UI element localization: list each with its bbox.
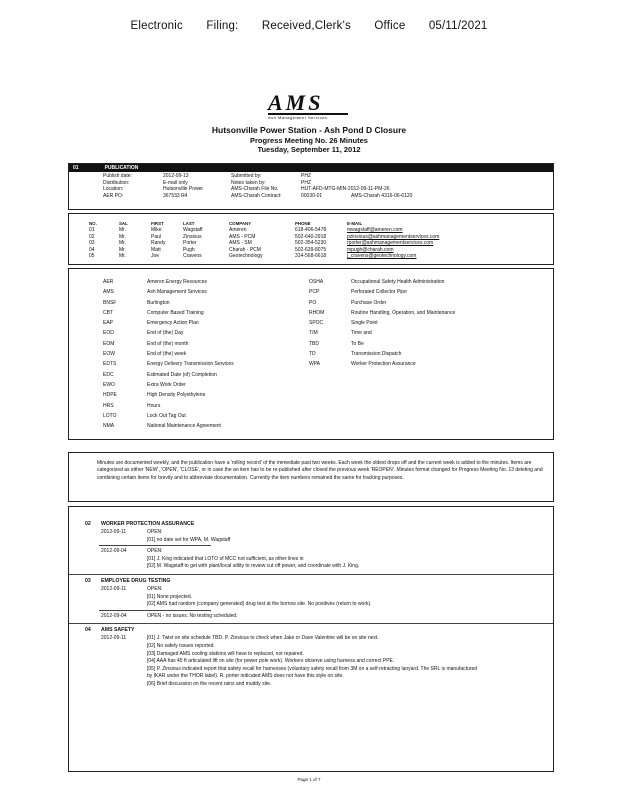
attendee-col-header: NO. xyxy=(89,221,97,226)
attendee-email: mpugh@charah.com xyxy=(347,246,394,253)
acronym-meaning: Ash Management Services xyxy=(147,289,207,296)
attendee-cell: Mr. xyxy=(119,233,126,240)
attendee-cell: Zinsious xyxy=(183,233,202,240)
acronym-row xyxy=(69,328,553,338)
item-divider xyxy=(69,574,553,575)
entry-line: [01] J. Twist on site schedule TBD. P. Zinsious to check when Jake or Dave Valentine will be on site next. xyxy=(147,635,379,642)
pub-value: PHZ xyxy=(301,173,311,179)
acronym-code: NMA xyxy=(103,423,115,430)
attendee-cell: Mr. xyxy=(119,253,126,260)
item-header xyxy=(69,521,553,529)
entry-line: [03] Damaged AMS cooling stations will have to replaced, not repaired. xyxy=(147,650,304,657)
entry-line: [01] J. King indicated that LOTO of MCC not sufficient, as other lines in xyxy=(147,555,304,562)
attendee-email: mwagstaff@ameren.com xyxy=(347,227,403,233)
acronym-code: EWO xyxy=(103,381,115,388)
pub-value: E-mail only xyxy=(163,179,188,186)
attendee-col-header: LAST xyxy=(183,221,195,226)
acronym-meaning: To Be xyxy=(351,340,364,347)
entry-line: [02] M. Wagstaff to get with plant/local utility to review cut off power, and coordinate with J. King. xyxy=(147,563,360,570)
entry-body xyxy=(147,548,553,571)
pub-label: AMS-Charah Contract: xyxy=(231,192,282,199)
entry-divider xyxy=(99,545,211,546)
attendee-cell: AMS - PCM xyxy=(229,233,256,240)
acronym-code: AMS xyxy=(103,289,114,296)
attendees-section xyxy=(68,213,554,265)
item-divider xyxy=(69,623,553,624)
entry-body xyxy=(147,529,553,544)
publication-row xyxy=(69,186,553,193)
doc-date: Tuesday, September 11, 2012 xyxy=(257,145,361,154)
acronym-row xyxy=(69,421,553,431)
acronym-meaning: Worker Protection Assurance xyxy=(351,361,416,368)
entry-date: 2012-09-04 xyxy=(101,612,127,619)
attendee-cell: Porter xyxy=(183,240,197,247)
attendee-cell: 618-406-5478 xyxy=(295,227,327,233)
item-title: AMS SAFETY xyxy=(101,627,135,634)
ams-logo xyxy=(268,90,348,120)
item-entry xyxy=(69,613,553,621)
publication-num: 01 xyxy=(73,165,79,171)
pub-label: Publish date: xyxy=(103,173,132,179)
acronym-meaning: Burlington xyxy=(147,299,170,306)
acronym-code: LOTO xyxy=(103,412,117,419)
pub-label: Notes taken by: xyxy=(231,179,266,186)
attendee-email: rporter@ashmanagementservices.com xyxy=(347,240,434,247)
acronym-code: PCP xyxy=(309,289,320,296)
item-title: EMPLOYEE DRUG TESTING xyxy=(101,577,171,584)
attendee-col-header: SAL xyxy=(119,221,128,226)
attendee-cell: AMS - SM xyxy=(229,240,252,247)
acronyms-list xyxy=(69,269,553,431)
acronym-code: TBD xyxy=(309,340,319,347)
attendee-cell: 03 xyxy=(89,240,95,247)
acronym-row xyxy=(69,277,553,287)
attendee-cell: 502-639-8075 xyxy=(295,246,327,253)
attendee-cell: Randy xyxy=(151,240,166,247)
entry-date: 2012-09-11 xyxy=(101,529,127,535)
pub-value: Hutsonville Power xyxy=(163,186,204,193)
page-number: Page 1 of 7 xyxy=(297,777,321,782)
attendee-cell: 314-568-6618 xyxy=(295,253,327,260)
acronym-row xyxy=(69,359,553,369)
item-entry xyxy=(69,635,553,688)
item-title: WORKER PROTECTION ASSURANCE xyxy=(101,521,195,527)
attendee-email: pzinsious@ashmanagementservices.com xyxy=(347,233,440,240)
acronym-code: WPA xyxy=(309,361,321,368)
acronym-row xyxy=(69,370,553,380)
acronym-meaning: End of (the) Day xyxy=(147,330,184,337)
notes-text: Minutes are documented weekly, and the publication have a 'rolling record' of the immediate past two weeks. Each week the oldest drops off and the current week is added to the minutes. Items are categorized as either 'NEW', 'OPEN', 'CLOSE', or in case the an item has to be re-published after closed the previous week 'REOPEN'. Minutes format changed for Progress Meeting No. 13 deleting and combining certain items for brevity and to abbreviate documentation. Currently the item numbers remained the same for tracking purposes. xyxy=(97,460,543,481)
attendee-cell: 02 xyxy=(89,233,95,240)
pub-value: 00030-01 xyxy=(301,192,323,199)
attendee-row xyxy=(69,227,553,234)
acronym-meaning: Occupational Safety Health Administration xyxy=(351,279,445,285)
entry-line: by IKAR under the THOR label). R. porter indicated AMS does not have this style on site. xyxy=(147,673,344,680)
entry-date: 2012-09-11 xyxy=(101,585,127,592)
item-header xyxy=(69,627,553,635)
attendee-col-header: COMPANY xyxy=(229,221,252,226)
item-entry xyxy=(69,586,553,609)
publication-row xyxy=(69,180,553,187)
attendee-cell: 502-640-2918 xyxy=(295,233,327,240)
pub-value: HUT-AFD-MTG-MIN-2012-09-11-PM-26 xyxy=(301,186,390,193)
filing-stamp-header xyxy=(0,20,618,32)
entry-line: [04] AAA has 45 ft articulated lift on site (for power pole work). Workers observe using harness and correct PPE. xyxy=(147,658,395,665)
attendee-cell: Mr. xyxy=(119,240,126,247)
attendees-table xyxy=(69,221,553,260)
acronyms-section xyxy=(68,268,554,440)
acronym-row xyxy=(69,411,553,421)
acronym-code: HRS xyxy=(103,402,114,409)
acronym-meaning: Emergency Action Plan xyxy=(147,320,199,327)
item-entry xyxy=(69,529,553,544)
pub-label: Distribution: xyxy=(103,179,130,186)
entry-line: [05] P. Zinsious indicated report that safety recall for harnesses (voluntary safety recall from 3M on a self-retracting lanyard. The SRL is manufactured xyxy=(147,665,478,672)
acronym-row xyxy=(69,318,553,328)
entry-date: 2012-09-11 xyxy=(101,635,127,642)
entry-date: 2012-09-04 xyxy=(101,548,127,555)
entry-divider xyxy=(99,610,211,611)
filing-date: 05/11/2021 xyxy=(428,20,488,32)
pub-label: Location: xyxy=(103,186,124,193)
attendee-row xyxy=(69,234,553,241)
acronym-meaning: Energy Delivery Transmission Services xyxy=(147,361,234,368)
acronym-meaning: Perforated Collector Pipe xyxy=(351,289,407,296)
acronym-meaning: End of (the) week xyxy=(147,351,187,358)
acronym-code: PO xyxy=(309,299,317,306)
acronym-meaning: Time and xyxy=(351,330,372,337)
attendee-cell: Joe xyxy=(151,253,160,260)
item-entry xyxy=(69,548,553,571)
acronym-code: EOM xyxy=(103,340,115,347)
acronym-row xyxy=(69,380,553,390)
acronym-code: EDTS xyxy=(103,361,117,368)
pub-value: PHZ xyxy=(301,179,311,186)
notes-section xyxy=(68,452,554,502)
attendee-cell: Pugh xyxy=(183,246,195,253)
attendee-row xyxy=(69,247,553,254)
acronym-meaning: Hours xyxy=(147,402,161,409)
acronym-code: T/M xyxy=(309,330,318,337)
entry-status: OPEN: xyxy=(147,548,163,555)
item-number: 04 xyxy=(85,627,91,634)
acronym-code: EOW xyxy=(103,351,115,358)
pub-label: Submitted by: xyxy=(231,173,262,179)
acronym-row xyxy=(69,298,553,308)
attendee-row xyxy=(69,253,553,260)
acronym-meaning: Estimated Date (of) Completion xyxy=(147,371,217,378)
entry-line: [02] AMS had random (company generated) drug test at the borrow site. No positives (return to work). xyxy=(147,601,372,608)
acronym-code: TD xyxy=(309,351,316,358)
entry-line: [01] None projected. xyxy=(147,593,193,600)
acronym-code: EOD xyxy=(103,330,114,337)
acronym-code: BNSF xyxy=(103,299,117,306)
filing-word-received: Received,Clerk's xyxy=(261,20,351,32)
attendee-row xyxy=(69,240,553,247)
logo-mark: AMS xyxy=(268,90,324,115)
acronym-code: RHOM xyxy=(309,309,325,316)
item-number: 02 xyxy=(85,521,91,527)
acronym-code: OSHA xyxy=(309,279,324,285)
attendee-cell: Charah - PCM xyxy=(229,246,261,253)
publication-row xyxy=(69,173,553,180)
acronym-row xyxy=(69,349,553,359)
attendee-cell: Cravens xyxy=(183,253,202,260)
pub-value: 2012-09-13 xyxy=(163,173,189,179)
attendee-col-header: FIRST xyxy=(151,221,164,226)
acronym-row xyxy=(69,287,553,297)
acronym-meaning: End of (the) month xyxy=(147,340,189,347)
attendee-cell: 502-354-5230 xyxy=(295,240,327,247)
acronym-row xyxy=(69,339,553,349)
attendee-cell: Matt xyxy=(151,246,161,253)
pub-value: 367533 R4 xyxy=(163,192,188,199)
attendee-cell: Ameren xyxy=(229,227,247,233)
attendee-cell: Mr. xyxy=(119,227,126,233)
entry-body xyxy=(147,613,553,621)
acronym-meaning: Computer Based Training xyxy=(147,309,204,316)
entry-body xyxy=(147,635,553,688)
publication-body xyxy=(69,172,553,199)
items-section xyxy=(68,506,554,772)
item-number: 03 xyxy=(85,577,91,584)
attendee-col-header: PHONE xyxy=(295,221,311,226)
entry-body xyxy=(147,586,553,609)
filing-word-office: Office xyxy=(374,20,406,32)
acronym-code: AER xyxy=(103,279,114,285)
attendee-col-header: E-MAIL xyxy=(347,221,363,226)
attendee-cell: Geotechnology xyxy=(229,253,263,260)
entry-line: [02] No safety issues reported. xyxy=(147,642,215,649)
entry-line: [01] no date set for WPA, M. Wagstaff xyxy=(147,536,231,543)
acronym-code: SPOC xyxy=(309,320,324,327)
acronym-code: EDC xyxy=(103,371,114,378)
pub-label: AMS-Charah File No. xyxy=(231,186,279,193)
acronym-meaning: Extra Work Order xyxy=(147,381,186,388)
publication-bar xyxy=(69,164,553,172)
attendee-cell: 05 xyxy=(89,253,95,260)
attendee-cell: Wagstaff xyxy=(183,227,203,233)
acronym-code: CBT xyxy=(103,309,113,316)
acronym-meaning: Purchase Order xyxy=(351,299,387,306)
acronym-code: EAP xyxy=(103,320,114,327)
publication-row xyxy=(69,193,553,200)
publication-section xyxy=(68,163,554,210)
filing-word-filing: Filing: xyxy=(206,20,239,32)
entry-line: [06] Brief discussion on the recent rains and muddy site. xyxy=(147,680,272,687)
entry-status: OPEN: xyxy=(147,585,163,592)
doc-title: Hutsonville Power Station - Ash Pond D Closure xyxy=(211,125,407,135)
acronym-meaning: National Maintenance Agreement xyxy=(147,423,221,430)
logo-tagline: Ash Management Services xyxy=(268,115,328,120)
attendee-cell: 04 xyxy=(89,246,95,253)
acronym-meaning: Single Point xyxy=(351,320,378,327)
acronym-row xyxy=(69,390,553,400)
entry-status: OPEN: xyxy=(147,529,163,535)
acronym-meaning: Ameren Energy Resources xyxy=(147,279,208,285)
acronym-meaning: Lock Out Tag Out xyxy=(147,412,186,419)
attendee-cell: 01 xyxy=(89,227,95,233)
attendees-bar xyxy=(69,214,553,221)
acronym-meaning: Transmission Dispatch xyxy=(351,351,402,358)
filing-word-electronic: Electronic xyxy=(130,20,183,32)
pub-value: AMS-Charah 4316-06-6120 xyxy=(351,192,413,199)
acronym-row xyxy=(69,401,553,411)
attendee-email: j_cravens@geotechnology.com xyxy=(347,253,417,260)
items-list xyxy=(69,507,553,689)
doc-subtitle: Progress Meeting No. 26 Minutes xyxy=(250,136,368,145)
acronym-row xyxy=(69,308,553,318)
pub-label: AER PO: xyxy=(103,192,124,199)
attendee-cell: Mike xyxy=(151,227,162,233)
item-header xyxy=(69,578,553,586)
acronym-meaning: Routine Handling, Operation, and Maintenance xyxy=(351,309,456,316)
entry-status: OPEN - no issues. No testing scheduled. xyxy=(147,612,238,619)
acronym-meaning: High Density Polyethylene xyxy=(147,392,206,399)
acronym-code: HDPE xyxy=(103,392,117,399)
publication-title: PUBLICATION xyxy=(104,165,139,171)
attendee-cell: Mr. xyxy=(119,246,126,253)
attendee-cell: Paul xyxy=(151,233,162,240)
